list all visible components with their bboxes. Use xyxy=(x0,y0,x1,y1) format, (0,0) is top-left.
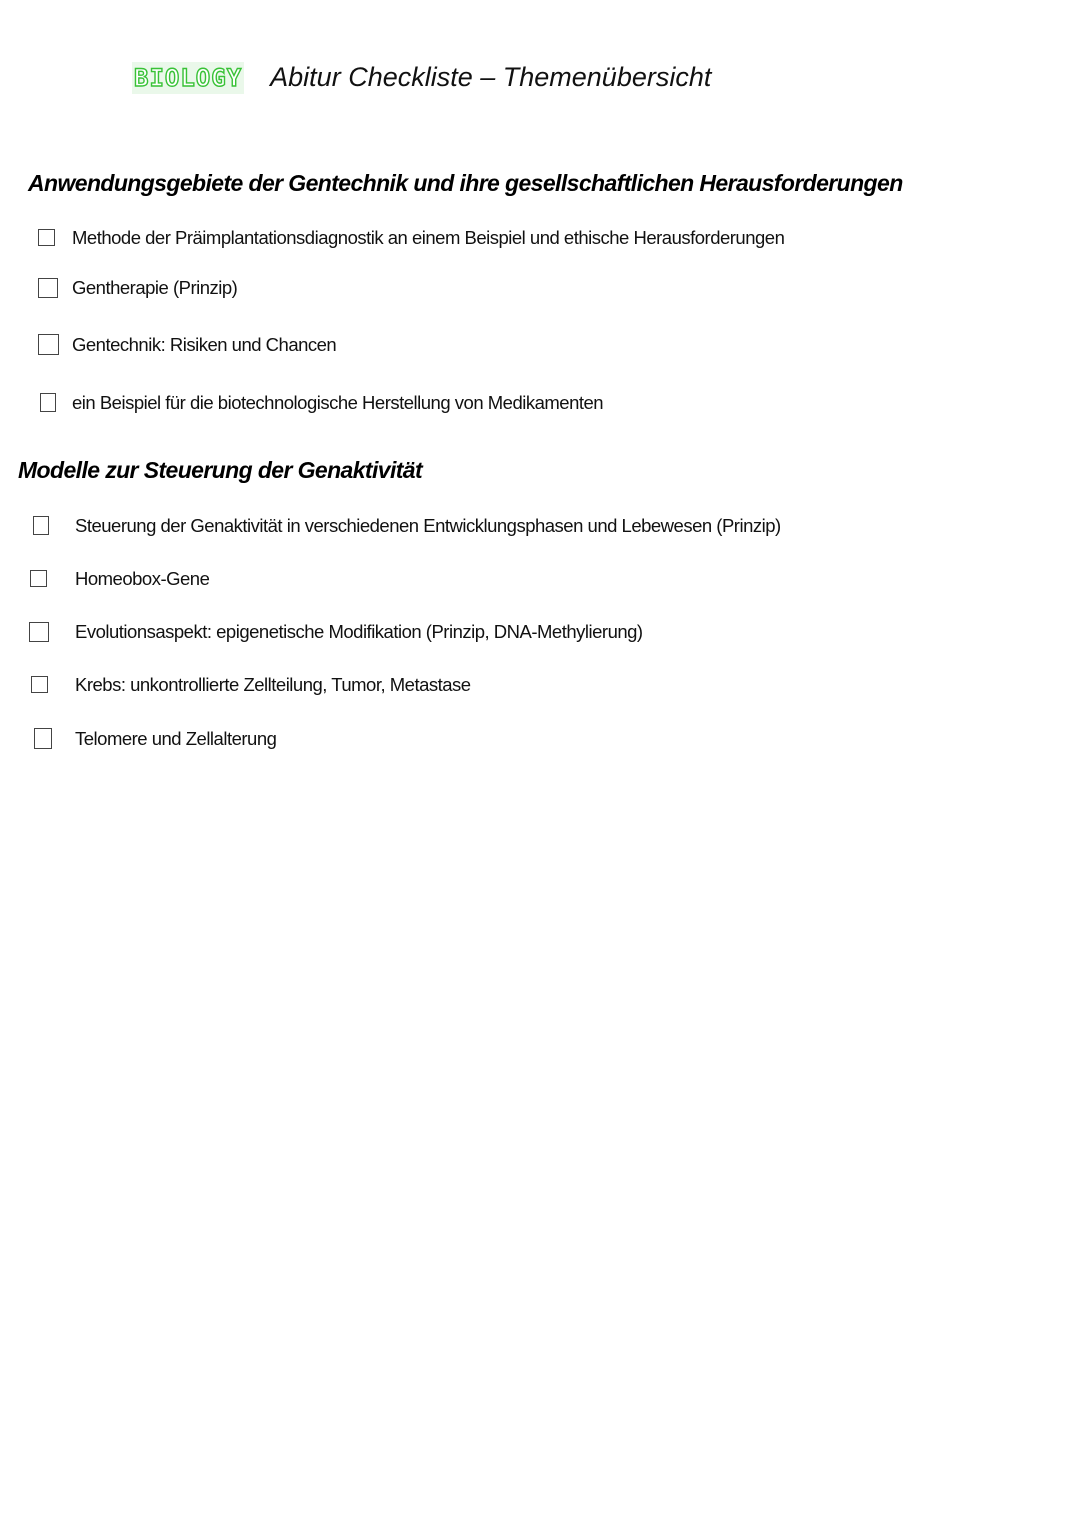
checkbox[interactable] xyxy=(33,516,49,535)
checkbox[interactable] xyxy=(29,622,49,642)
checklist-item-label: Methode der Präimplantationsdiagnostik an einem Beispiel und ethische Herausforderungen xyxy=(72,226,785,248)
checklist-item[interactable] xyxy=(40,391,604,413)
checklist-item[interactable] xyxy=(30,567,210,589)
checkbox[interactable] xyxy=(38,334,59,355)
checklist-item-label: Evolutionsaspekt: epigenetische Modifikation (Prinzip, DNA-Methylierung) xyxy=(75,621,643,642)
checklist-item[interactable] xyxy=(29,621,643,642)
document-title: Abitur Checkliste – Themenübersicht xyxy=(270,62,712,92)
checklist-item[interactable] xyxy=(38,226,785,248)
checkbox[interactable] xyxy=(31,676,48,693)
checklist-item-label: Krebs: unkontrollierte Zellteilung, Tumor, Metastase xyxy=(75,673,471,695)
checkbox[interactable] xyxy=(38,229,55,246)
checklist-item-label: Telomere und Zellalterung xyxy=(75,727,277,749)
checklist-item-label: Gentechnik: Risiken und Chancen xyxy=(72,333,337,355)
checklist-item-label: Homeobox-Gene xyxy=(75,567,210,589)
checklist-item[interactable] xyxy=(33,514,781,536)
checklist-item[interactable] xyxy=(38,277,238,298)
checklist-item[interactable] xyxy=(38,333,337,355)
checklist-item-label: Gentherapie (Prinzip) xyxy=(72,277,238,298)
page-header xyxy=(132,62,711,94)
brand-logo: BIOLOGY xyxy=(134,64,243,92)
checkbox[interactable] xyxy=(30,570,47,587)
checklist-item-label: ein Beispiel für die biotechnologische Herstellung von Medikamenten xyxy=(72,391,604,413)
section-title-gentechnik: Anwendungsgebiete der Gentechnik und ihre gesellschaftlichen Herausforderungen xyxy=(28,170,903,196)
checkbox[interactable] xyxy=(38,278,58,298)
checklist-item-label: Steuerung der Genaktivität in verschiedenen Entwicklungsphasen und Lebewesen (Prinzip) xyxy=(75,514,781,536)
checklist-item[interactable] xyxy=(34,727,277,749)
checkbox[interactable] xyxy=(34,728,52,749)
section-title-genaktivitaet: Modelle zur Steuerung der Genaktivität xyxy=(18,457,423,483)
checkbox[interactable] xyxy=(40,393,56,412)
checklist-item[interactable] xyxy=(31,673,471,695)
